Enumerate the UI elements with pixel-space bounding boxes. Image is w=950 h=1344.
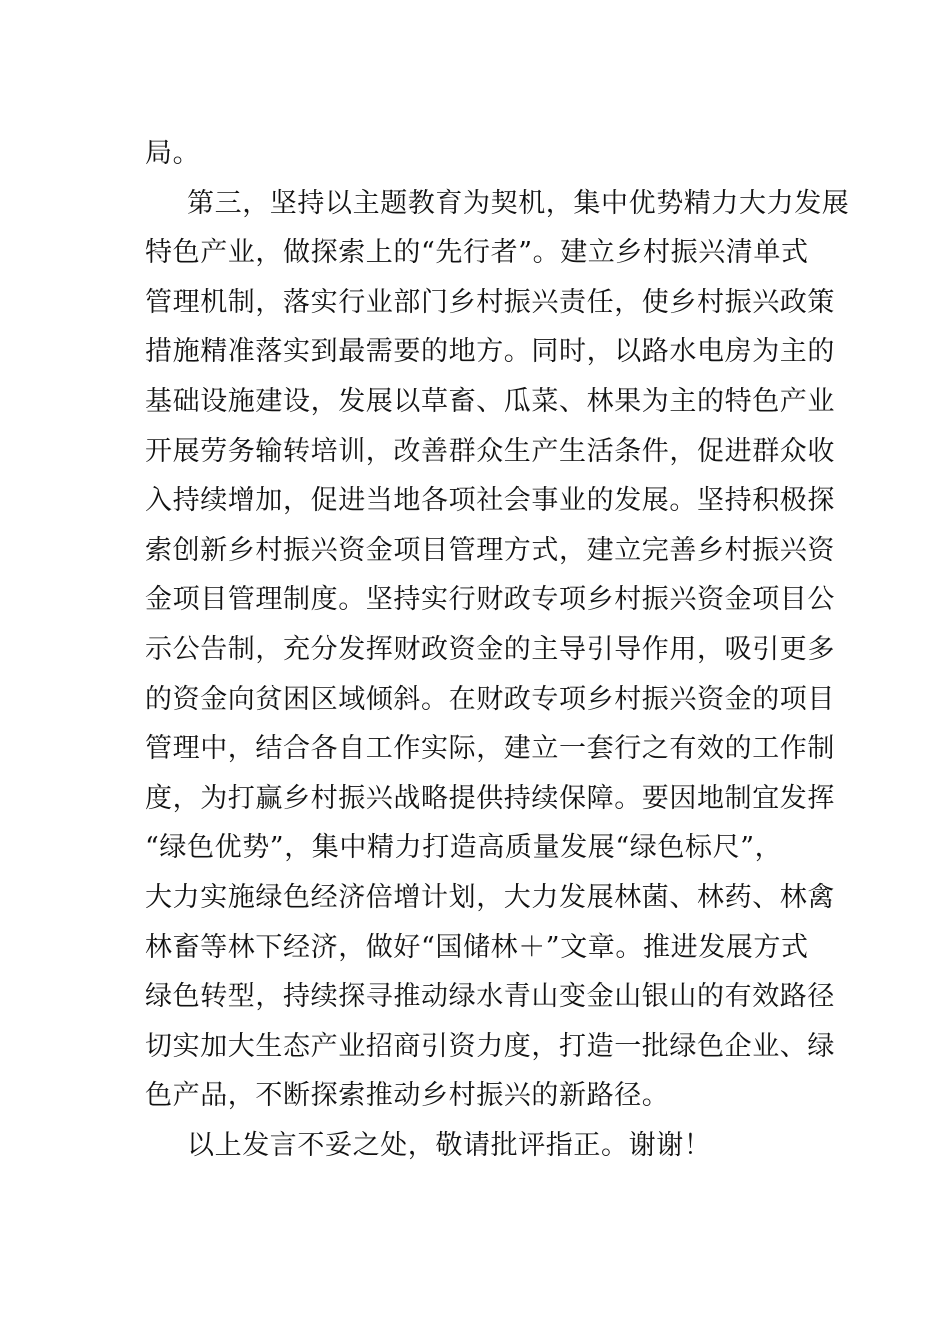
document-body bbox=[145, 129, 850, 1170]
text-line: 的资金向贫困区域倾斜。在财政专项乡村振兴资金的项目 bbox=[145, 683, 835, 715]
text-line: “绿色优势”，集中精力打造高质量发展“绿色标尺”， bbox=[145, 832, 783, 864]
text-line: 开展劳务输转培训，改善群众生产生活条件，促进群众收 bbox=[145, 435, 835, 467]
text-line: 特色产业，做探索上的“先行者”。建立乡村振兴清单式 bbox=[145, 237, 809, 269]
text-line: 林畜等林下经济，做好“国储林＋”文章。推进发展方式 bbox=[145, 931, 809, 963]
text-line: 入持续增加，促进当地各项社会事业的发展。坚持积极探 bbox=[145, 485, 835, 517]
text-line: 管理中，结合各自工作实际，建立一套行之有效的工作制 bbox=[145, 733, 835, 765]
paragraph-start-line: 第三，坚持以主题教育为契机，集中优势精力大力发展 bbox=[187, 187, 850, 219]
text-line: 措施精准落实到最需要的地方。同时，以路水电房为主的 bbox=[145, 336, 835, 368]
text-line: 色产品，不断探索推动乡村振兴的新路径。 bbox=[145, 1080, 670, 1112]
text-line: 大力实施绿色经济倍增计划，大力发展林菌、林药、林禽 bbox=[145, 881, 835, 913]
text-line: 局。 bbox=[145, 138, 201, 169]
closing-line: 以上发言不妥之处，敬请批评指正。谢谢！ bbox=[187, 1129, 712, 1161]
text-line: 管理机制，落实行业部门乡村振兴责任，使乡村振兴政策 bbox=[145, 286, 835, 318]
text-line: 索创新乡村振兴资金项目管理方式，建立完善乡村振兴资 bbox=[145, 534, 835, 566]
text-line: 切实加大生态产业招商引资力度，打造一批绿色企业、绿 bbox=[145, 1030, 835, 1062]
text-line: 示公告制，充分发挥财政资金的主导引导作用，吸引更多 bbox=[145, 633, 835, 665]
text-line: 度，为打赢乡村振兴战略提供持续保障。要因地制宜发挥 bbox=[145, 782, 835, 814]
text-line: 基础设施建设，发展以草畜、瓜菜、林果为主的特色产业 bbox=[145, 385, 835, 417]
text-line: 金项目管理制度。坚持实行财政专项乡村振兴资金项目公 bbox=[145, 584, 835, 616]
text-line: 绿色转型，持续探寻推动绿水青山变金山银山的有效路径 bbox=[145, 981, 835, 1013]
